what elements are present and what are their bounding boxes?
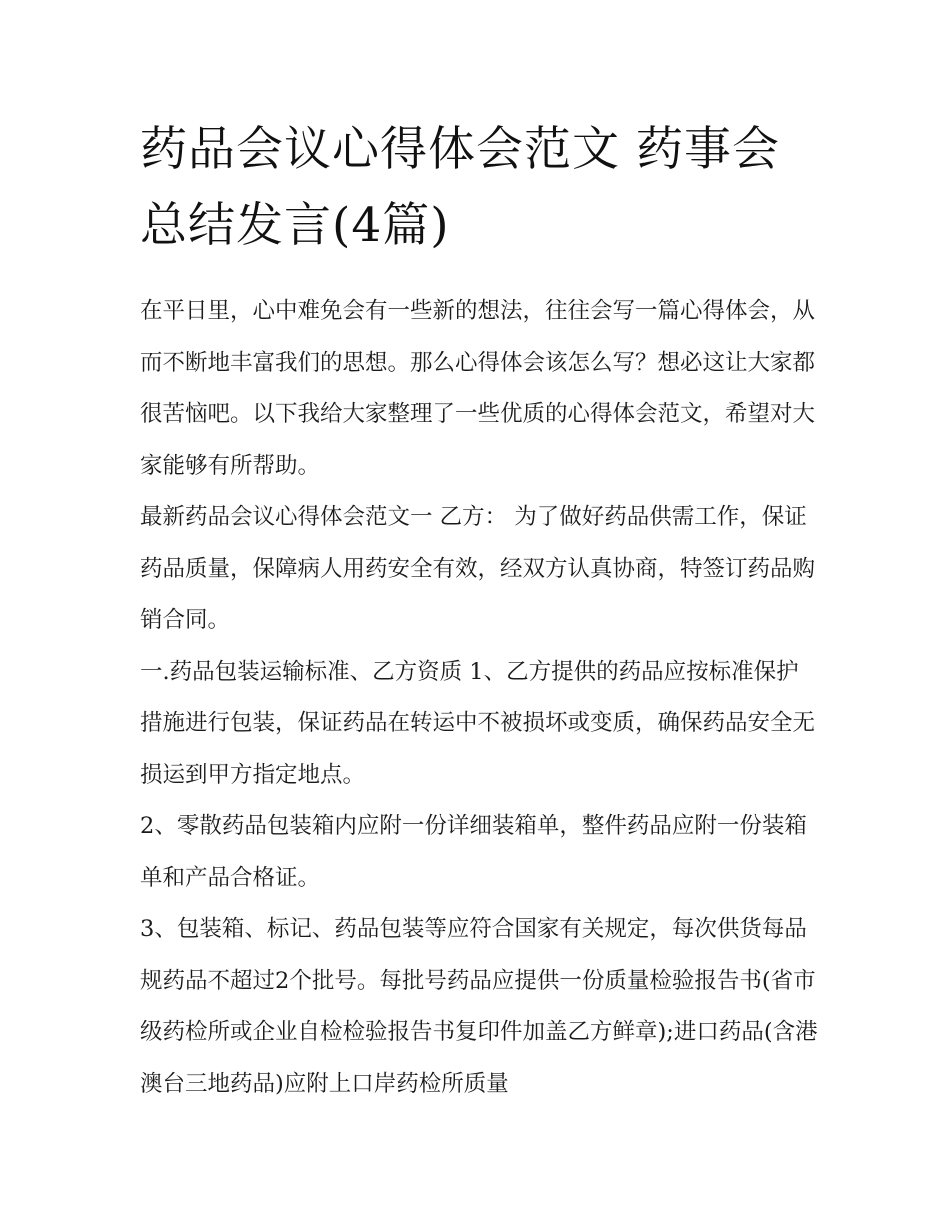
paragraph-labeling-rules: 3、包装箱、标记、药品包装等应符合国家有关规定，每次供货每品规药品不超过2个批号。每批号药品应提供一份质量检验报告书(省市级药检所或企业自检检验报告书复印件加盖乙方鲜章);进口药品(含港澳台三地药品)应附上口岸药检所质量 [140, 916, 818, 1097]
document-title: 药品会议心得体会范文 药事会总结发言(4篇) [140, 122, 780, 253]
paragraph-intro: 在平日里，心中难免会有一些新的想法，往往会写一篇心得体会，从而不断地丰富我们的思想。那么心得体会该怎么写？想必这让大家都很苦恼吧。以下我给大家整理了一些优质的心得体会范文，希望对大家能够有所帮助。 [140, 298, 816, 479]
document-page [140, 112, 820, 1110]
document-body [140, 286, 820, 1110]
paragraph-packaging-standard: 一.药品包装运输标准、乙方资质 1、乙方提供的药品应按标准保护措施进行包装，保证药品在转运中不被损坏或变质，确保药品安全无损运到甲方指定地点。 [140, 658, 816, 788]
paragraph-contract-intro: 最新药品会议心得体会范文一 乙方： 为了做好药品供需工作，保证药品质量，保障病人用药安全有效，经双方认真协商，特签订药品购销合同。 [140, 504, 816, 633]
paragraph-packing-list: 2、零散药品包装箱内应附一份详细装箱单，整件药品应附一份装箱单和产品合格证。 [140, 813, 807, 891]
